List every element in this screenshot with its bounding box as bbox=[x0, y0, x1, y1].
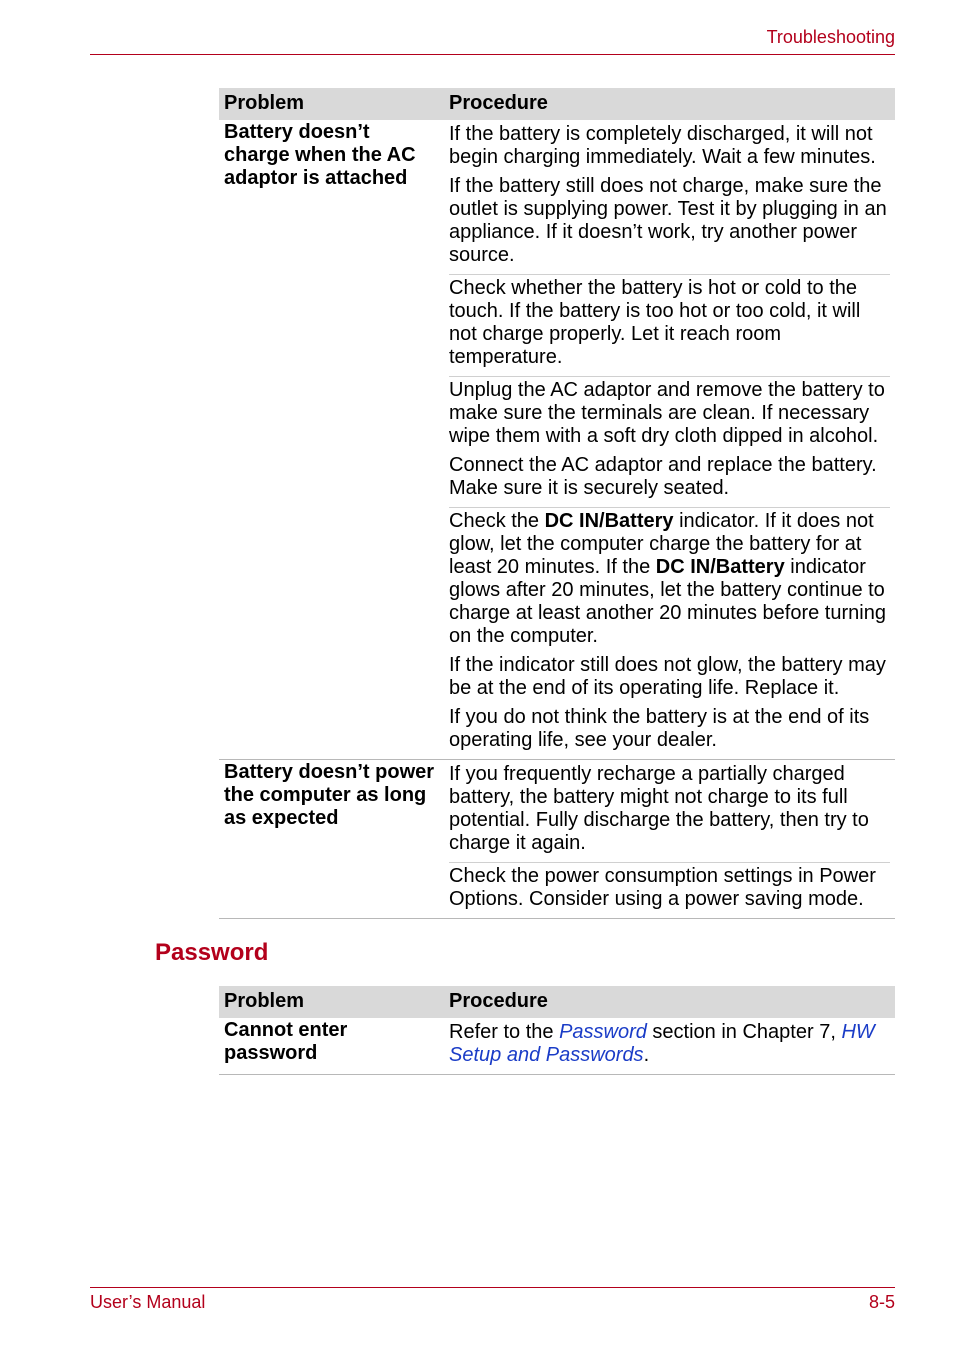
column-header-problem: Problem bbox=[219, 986, 444, 1018]
procedure-paragraph bbox=[449, 1021, 890, 1067]
text-run: section in Chapter 7, bbox=[646, 1021, 842, 1043]
procedure-block bbox=[449, 376, 890, 507]
procedure-cell bbox=[444, 760, 895, 919]
procedure-paragraph: If the battery still does not charge, make sure the outlet is supplying power. Test it by plugging in an appliance. If it doesn’t work, try another power source. bbox=[449, 175, 887, 266]
procedure-block bbox=[449, 274, 890, 376]
table-row bbox=[219, 1018, 895, 1075]
procedure-paragraph: If the indicator still does not glow, the battery may be at the end of its operating life. Replace it. bbox=[449, 654, 886, 699]
password-section-link[interactable]: Password bbox=[559, 1021, 647, 1043]
procedure-paragraph: If you do not think the battery is at the end of its operating life, see your dealer. bbox=[449, 706, 870, 751]
battery-troubleshooting-table bbox=[219, 88, 895, 919]
procedure-block bbox=[449, 123, 890, 274]
procedure-cell bbox=[444, 120, 895, 760]
password-troubleshooting-table bbox=[219, 986, 895, 1075]
problem-cell: Cannot enter password bbox=[219, 1018, 444, 1075]
table-row bbox=[219, 760, 895, 919]
indicator-name: DC IN/Battery bbox=[655, 556, 785, 578]
problem-cell: Battery doesn’t power the computer as long as expected bbox=[219, 760, 444, 919]
procedure-paragraph: Unplug the AC adaptor and remove the battery to make sure the terminals are clean. If necessary wipe them with a soft dry cloth dipped in alcohol. bbox=[449, 379, 885, 447]
procedure-block bbox=[449, 507, 890, 759]
column-header-problem: Problem bbox=[219, 88, 444, 120]
table-row bbox=[219, 120, 895, 760]
indicator-name: DC IN/Battery bbox=[544, 510, 674, 532]
header-rule bbox=[90, 54, 895, 55]
procedure-block bbox=[449, 862, 890, 918]
column-header-procedure: Procedure bbox=[444, 986, 895, 1018]
procedure-paragraph: If you frequently recharge a partially charged battery, the battery might not charge to its full potential. Fully discharge the battery, then try to charge it again. bbox=[449, 763, 869, 854]
procedure-block bbox=[449, 1021, 890, 1074]
section-heading-password: Password bbox=[155, 939, 269, 966]
procedure-paragraph: Check whether the battery is hot or cold to the touch. If the battery is too hot or too cold, it will not charge properly. Let it reach room temperature. bbox=[449, 277, 861, 368]
table-header-row bbox=[219, 986, 895, 1018]
procedure-paragraph: If the battery is completely discharged, it will not begin charging immediately. Wait a few minutes. bbox=[449, 123, 876, 168]
column-header-procedure: Procedure bbox=[444, 88, 895, 120]
footer-manual-title: User’s Manual bbox=[90, 1292, 206, 1312]
procedure-paragraph bbox=[449, 508, 890, 648]
hw-setup-chapter-link[interactable]: HW Setup and Passwords bbox=[449, 1021, 875, 1066]
page-number: 8-5 bbox=[868, 1292, 895, 1312]
problem-cell: Battery doesn’t charge when the AC adaptor is attached bbox=[219, 120, 444, 760]
text-run: . bbox=[643, 1044, 650, 1066]
running-header: Troubleshooting bbox=[766, 27, 895, 47]
procedure-cell bbox=[444, 1018, 895, 1075]
footer-rule bbox=[90, 1287, 895, 1288]
text-run: indicator. If it does not glow, let the computer charge the battery for at least 20 minutes. If the bbox=[449, 510, 874, 578]
procedure-paragraph: Connect the AC adaptor and replace the battery. Make sure it is securely seated. bbox=[449, 454, 877, 499]
procedure-block bbox=[449, 763, 890, 862]
text-run: indicator glows after 20 minutes, let the battery continue to charge at least another 20 minutes before turning on the computer. bbox=[449, 556, 886, 647]
procedure-paragraph: Check the power consumption settings in Power Options. Consider using a power saving mode. bbox=[449, 865, 876, 910]
table-header-row bbox=[219, 88, 895, 120]
text-run: Refer to the bbox=[449, 1021, 560, 1043]
text-run: Check the bbox=[449, 510, 545, 532]
